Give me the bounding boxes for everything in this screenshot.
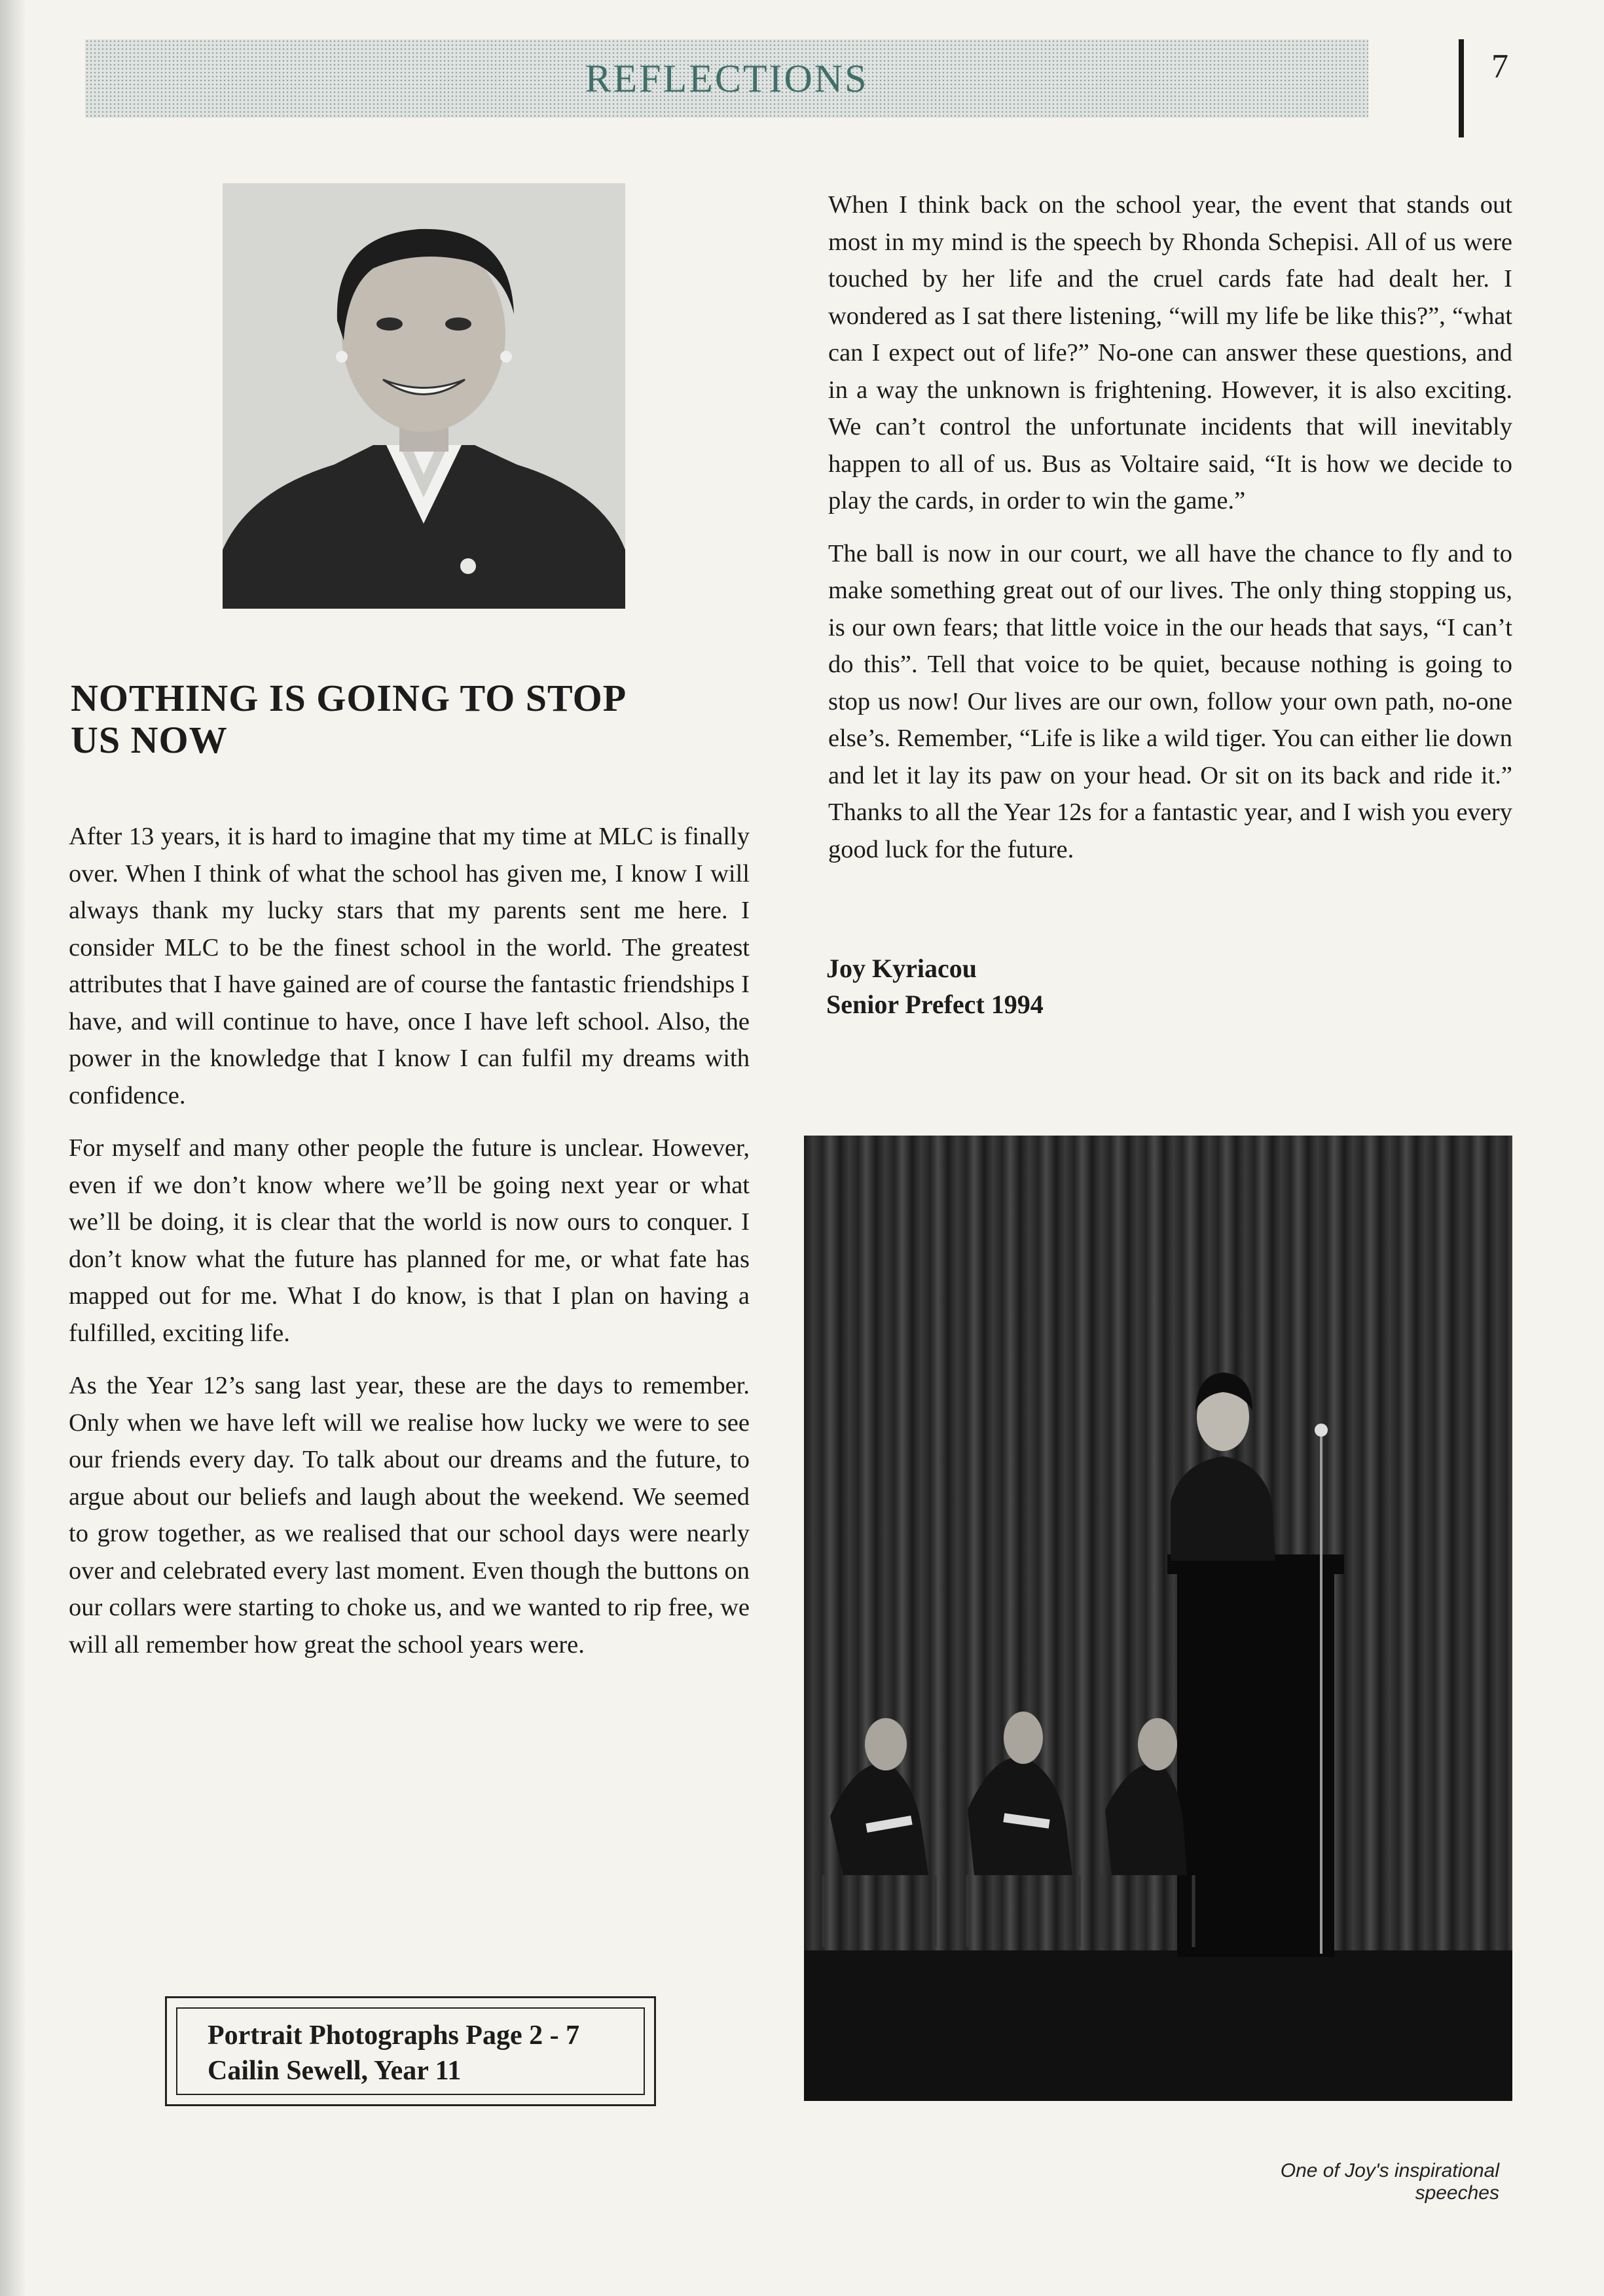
signature-block xyxy=(826,950,1044,1022)
body-paragraph: As the Year 12’s sang last year, these are the days to remember. Only when we have left will we realise how lucky we were to see our friends every day. To talk about our dreams and the future, to argue about our beliefs and laugh about the weekend. We seemed to grow together, as we realised that our school days were nearly over and celebrated every last moment. Even though the buttons on our collars were starting to choke us, and we wanted to rip free, we will all remember how great the school years were. xyxy=(69,1372,750,1659)
photo-credit-line: Cailin Sewell, Year 11 xyxy=(208,2056,462,2086)
photo-caption: One of Joy's inspirational speeches xyxy=(1280,2160,1499,2204)
body-paragraph: The ball is now in our court, we all have the chance to fly and to make something great out of our lives. The only thing stopping us, is our own fears; that little voice in the our heads that says, “I can’t do this”. Tell that voice to be quiet, because nothing is going to stop us now! Our lives are our own, follow your own path, no-one else’s. Remember, “Life is like a wild tiger. You can either lie down and let it lay its paw on your head. Or sit on its back and ride it.” Thanks to all the Year 12s for a fantastic year, and I wish you every good luck for the future. xyxy=(828,539,1512,863)
body-paragraph: For myself and many other people the future is unclear. However, even if we don’t know where we’ll be going next year or what we’ll be doing, it is clear that the world is now ours to conquer. I don’t know what the future has planned for me, or what fate has mapped out for me. What I do know, is that I plan on having a fulfilled, exciting life. xyxy=(69,1134,750,1347)
page-number: 7 xyxy=(1491,48,1508,85)
photo-credit-inner xyxy=(176,2007,645,2095)
signature-title: Senior Prefect 1994 xyxy=(826,990,1044,1019)
left-column xyxy=(69,818,750,1679)
photo-credit-line: Portrait Photographs Page 2 - 7 xyxy=(208,2020,580,2051)
section-title: REFLECTIONS xyxy=(585,56,869,100)
right-column xyxy=(828,187,1512,884)
portrait-photo xyxy=(223,183,625,609)
page-edge-shadow xyxy=(0,0,26,2296)
stage-illustration xyxy=(804,1136,1512,2101)
header-divider xyxy=(1459,39,1464,137)
body-paragraph: When I think back on the school year, the event that stands out most in my mind is the speech by Rhonda Schepisi. All of us were touched by her life and the cruel cards fate had dealt her. I wondered as I sat there listening, “will my life be like this?”, “what can I expect out of life?” No-one can answer these questions, and in a way the unknown is frightening. However, it is also exciting. We can’t control the unfortunate incidents that will inevitably happen to all of us. Bus as Voltaire said, “It is how we decide to play the cards, in order to win the game.” xyxy=(828,191,1512,514)
speech-photo xyxy=(804,1136,1512,2101)
article-headline: NOTHING IS GOING TO STOP US NOW xyxy=(71,677,625,761)
signature-name: Joy Kyriacou xyxy=(826,954,977,983)
body-paragraph: After 13 years, it is hard to imagine that my time at MLC is finally over. When I think of what the school has given me, I know I will always thank my lucky stars that my parents sent me here. I consider MLC to be the finest school in the world. The greatest attributes that I have gained are of course the fantastic friendships I have, and will continue to have, once I have left school. Also, the power in the knowledge that I know I can fulfil my dreams with confidence. xyxy=(69,823,750,1109)
photo-credit-box xyxy=(165,1996,656,2106)
portrait-illustration xyxy=(223,183,625,609)
